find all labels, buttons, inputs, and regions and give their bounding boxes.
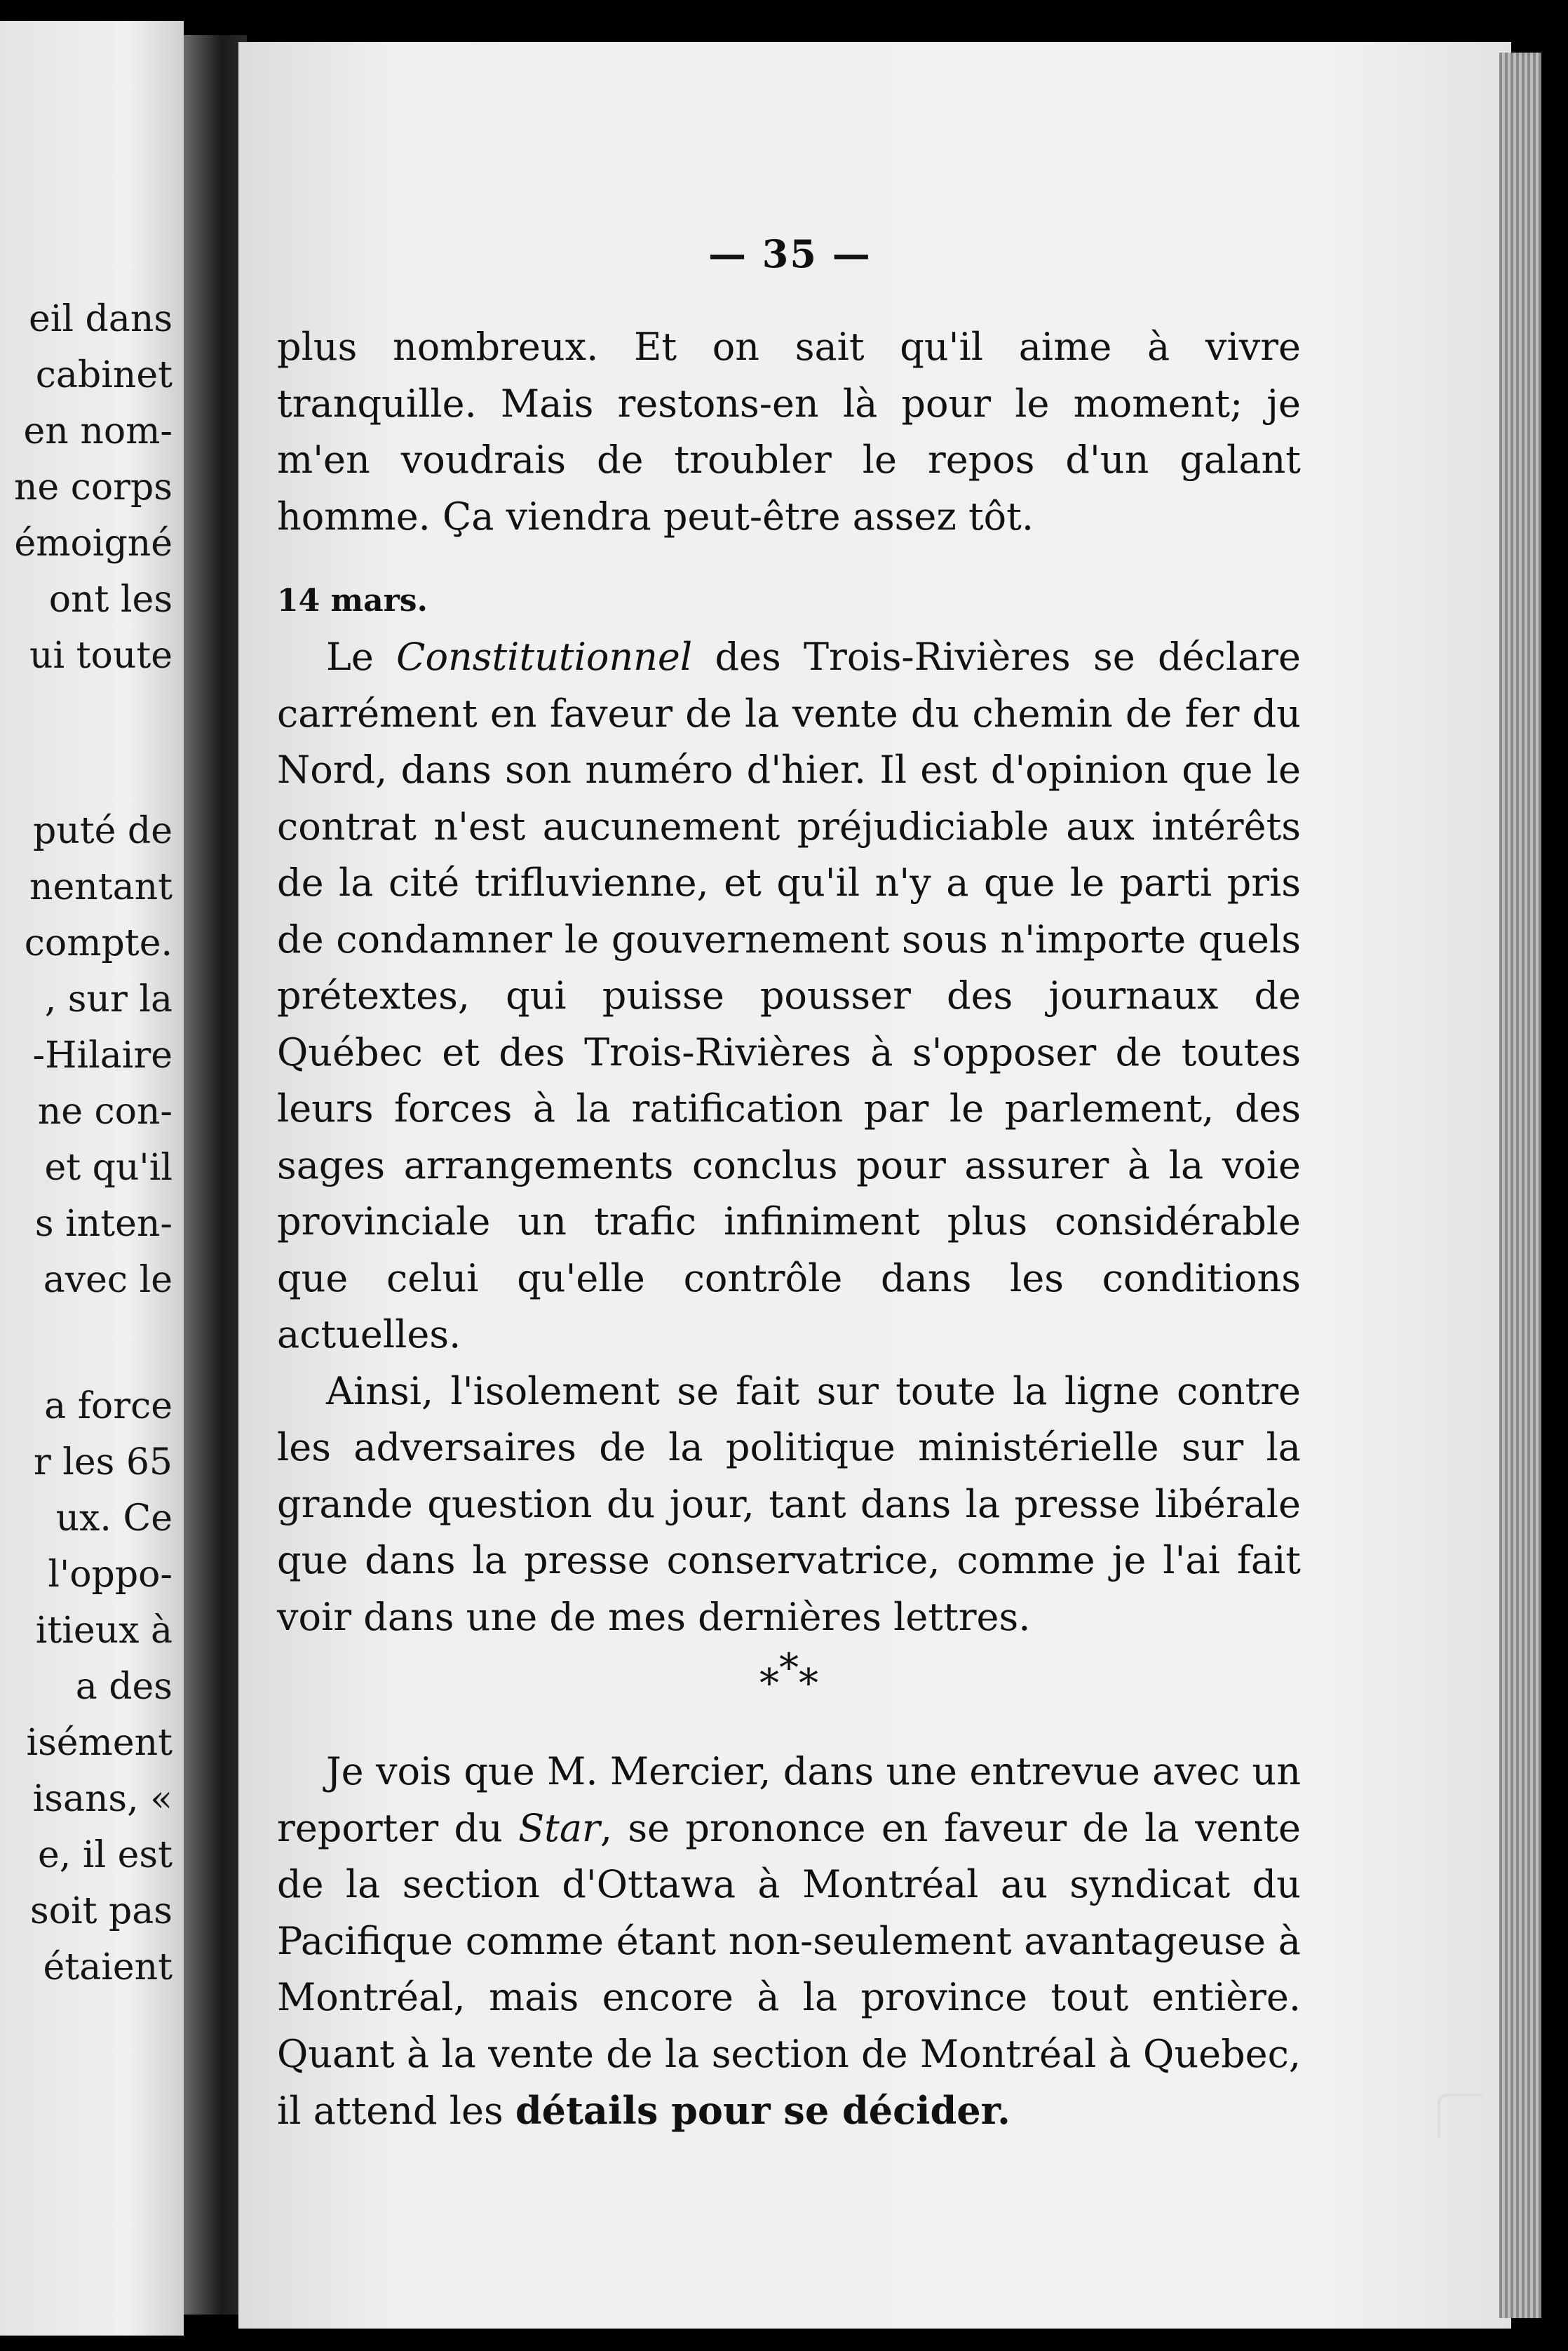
- paragraph-2-rest: des Trois-Rivières se déclare carrément en faveur de la vente du chemin de fer du Nord, dans son numéro d'hier. Il est d'opinion que le contrat n'est aucunement préjudiciable aux intérêts de la cité trifluvienne, et qu'il n'y a que le parti pris de condamner le gouvernement sous n'importe quels prétextes, qui puisse pousser des journaux de Québec et des Trois-Rivières à s'opposer de toutes leurs forces à la ratification par le parlement, des sages arrangements conclus pour assurer à la voie provinciale un trafic infiniment plus considérable que celui qu'elle contrôle dans les conditions actuelles.: [277, 635, 1301, 1356]
- left-page-line: s inten-: [34, 1203, 173, 1245]
- left-page-line: a des: [75, 1666, 173, 1708]
- newspaper-title: Star: [518, 1805, 600, 1850]
- left-page-line: en nom-: [23, 410, 173, 452]
- left-page-line: ne con-: [37, 1091, 173, 1133]
- scan-corner-mark: [1438, 2094, 1482, 2138]
- paragraph-4-middle: , se prononce en faveur de la vente de la section d'Ottawa à Montréal au syndicat du Pacifique comme étant non-seulement avantageuse à Montréal, mais encore à la province tout entière. Quant à la vente de la section de Montréal à Quebec, il attend les: [277, 1805, 1301, 2133]
- paragraph-2: [277, 629, 1301, 1363]
- page-fore-edge: [1499, 53, 1541, 2318]
- paragraph-3: Ainsi, l'isolement se fait sur toute la ligne contre les adversaires de la politique ministérielle sur la grande question du jour, tant dans la presse libérale que dans la presse conservatrice, comme je l'ai fait voir dans une de mes dernières lettres.: [277, 1368, 1301, 1639]
- page-body: [277, 319, 1301, 2140]
- left-page-line: e, il est: [38, 1834, 173, 1876]
- left-page-line: nentant: [29, 866, 173, 908]
- left-page-line: compte.: [24, 922, 173, 964]
- asterism-star: *: [799, 1661, 818, 1706]
- left-page-line: soit pas: [29, 1890, 173, 1932]
- paragraph-1: plus nombreux. Et on sait qu'il aime à vivre tranquille. Mais restons-en là pour le moment; je m'en voudrais de troubler le repos d'un galant homme. Ça viendra peut-être assez tôt.: [277, 325, 1301, 539]
- newspaper-title: Constitutionnel: [396, 635, 693, 679]
- left-page-line: , sur la: [44, 978, 173, 1020]
- left-page-line: -Hilaire: [32, 1035, 173, 1077]
- asterism-star: *: [759, 1661, 779, 1706]
- date-heading: 14 mars.: [277, 583, 428, 619]
- asterism-star: *: [779, 1645, 799, 1691]
- left-page-line: r les 65: [33, 1441, 173, 1483]
- left-page-line: avec le: [43, 1259, 173, 1301]
- left-page-line: puté de: [32, 810, 173, 852]
- paragraph-4-start: Je vois que M. Mercier, dans une entrevue avec un reporter du: [277, 1749, 1301, 1850]
- page-number: — 35 —: [708, 231, 872, 276]
- left-page-line: émoigné: [14, 523, 173, 565]
- asterism-divider: [277, 1645, 1301, 1706]
- paragraph-4-end: détails pour se décider.: [515, 2088, 1011, 2133]
- left-page-line: ux. Ce: [55, 1497, 173, 1540]
- left-page-line: ne corps: [13, 466, 173, 508]
- paragraph-2-start: Le: [326, 635, 397, 679]
- left-page-fragment: [0, 21, 184, 2336]
- left-page-line: ui toute: [29, 635, 173, 677]
- paragraph-4: [277, 1744, 1301, 2140]
- book-gutter: [184, 35, 247, 2315]
- left-page-line: eil dans: [28, 298, 173, 340]
- left-page-line: isans, «: [32, 1778, 173, 1820]
- left-page-line: cabinet: [35, 354, 173, 396]
- left-page-line: isément: [26, 1722, 173, 1764]
- left-page-line: l'oppo-: [48, 1554, 173, 1596]
- left-page-line: itieux à: [35, 1610, 173, 1652]
- left-page-line: et qu'il: [44, 1147, 173, 1189]
- left-page-line: ont les: [48, 579, 173, 621]
- left-page-line: a force: [44, 1385, 173, 1427]
- left-page-line: étaient: [43, 1946, 173, 1988]
